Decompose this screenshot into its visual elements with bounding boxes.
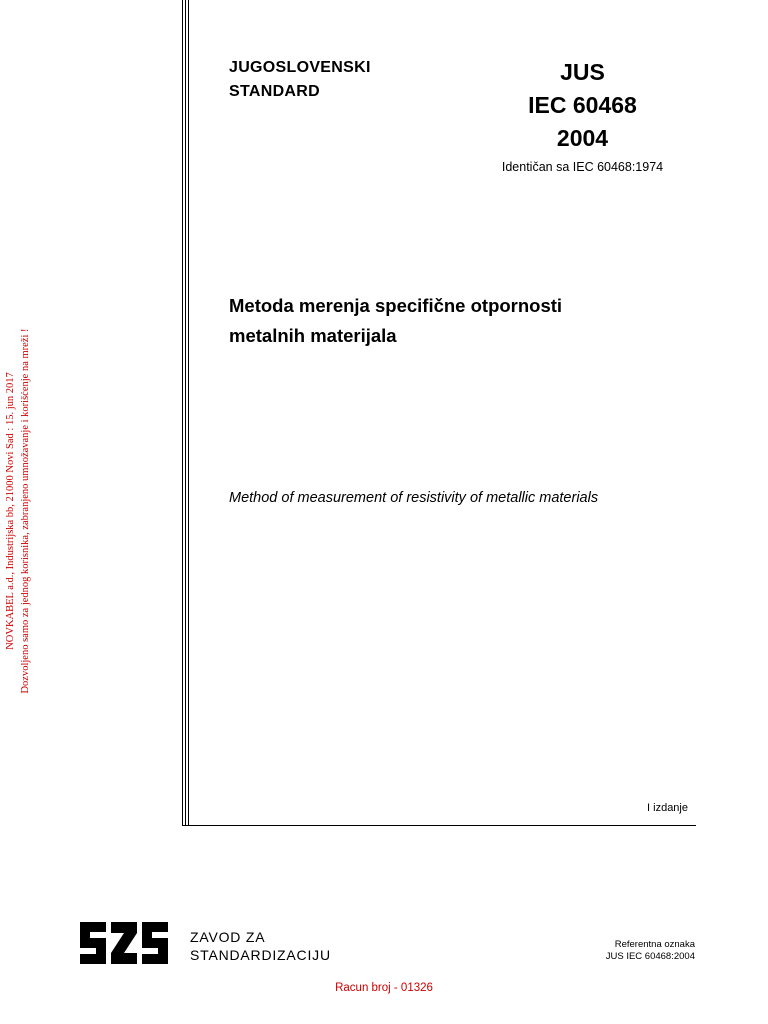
english-title: Method of measurement of resistivity of metallic materials <box>229 490 599 506</box>
serbian-title-line-2: metalnih materijala <box>229 325 397 346</box>
standard-designation <box>480 56 685 175</box>
reference-value: JUS IEC 60468:2004 <box>605 951 695 962</box>
standard-prefix: JUS <box>560 59 605 85</box>
watermark-line-1: NOVKABEL a.d., Industrijska bb, 21000 Novi Sad : 15. jun 2017 <box>5 372 16 650</box>
identical-with-note: Identičan sa IEC 60468:1974 <box>501 160 664 174</box>
reference-mark <box>540 939 695 963</box>
frame-line <box>188 0 189 826</box>
org-line-2: STANDARD <box>229 83 320 100</box>
frame-bottom-line <box>182 825 696 826</box>
org-line-1: JUGOSLOVENSKI <box>229 59 371 76</box>
frame-line <box>185 0 186 826</box>
license-watermark <box>3 298 41 724</box>
standard-type-heading <box>229 56 371 104</box>
standard-year: 2004 <box>556 125 609 151</box>
reference-label: Referentna oznaka <box>614 939 695 950</box>
institute-line-2: STANDARDIZACIJU <box>190 947 331 963</box>
standard-number: IEC 60468 <box>528 92 637 118</box>
institute-name <box>190 928 331 964</box>
serbian-title <box>229 291 562 351</box>
frame-line <box>182 0 183 826</box>
serbian-title-line-1: Metoda merenja specifične otpornosti <box>229 295 563 316</box>
invoice-number: Racun broj - 01326 <box>335 982 433 994</box>
szs-logo <box>80 922 168 964</box>
watermark-line-2: Dozvoljeno samo za jednog korisnika, zabranjeno umnožavanje i korišćenje na mreži ! <box>20 328 31 694</box>
edition-label: I izdanje <box>647 802 688 814</box>
institute-line-1: ZAVOD ZA <box>190 929 266 945</box>
